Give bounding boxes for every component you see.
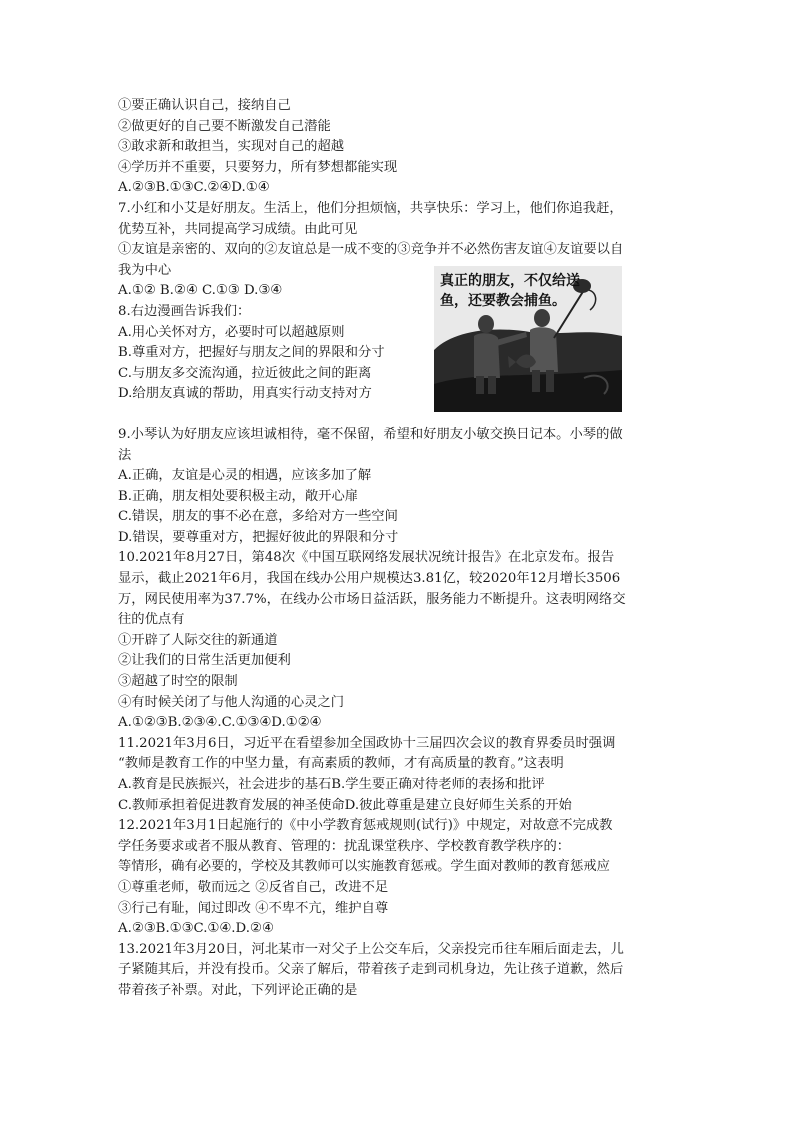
text-line: A.①② B.②④ C.①③ D.③④: [118, 283, 283, 299]
text-line: 我为中心: [118, 262, 172, 278]
text-line: 带着孩子补票。对此，下列评论正确的是: [118, 982, 358, 998]
text-line: A.②③B.①③C.②④D.①④: [118, 180, 270, 196]
text-line: A.教育是民族振兴，社会进步的基石B.学生要正确对待老师的表扬和批评: [118, 777, 545, 792]
text-line: D.错误，要尊重对方，把握好彼此的界限和分寸: [118, 529, 399, 545]
text-line: 往的优点有: [118, 612, 185, 628]
text-line: C.错误，朋友的事不必在意，多给对方一些空间: [118, 509, 398, 525]
text-line: D.给朋友真诚的帮助，用真实行动支持对方: [118, 386, 372, 402]
text-line: ④学历并不重要，只要努力，所有梦想都能实现: [118, 159, 398, 175]
text-line: ②让我们的日常生活更加便利: [118, 653, 291, 669]
text-line: A.用心关怀对方，必要时可以超越原则: [118, 324, 345, 340]
text-line: 子紧随其后，并没有投币。父亲了解后，带着孩子走到司机身边，先让孩子道歉，然后: [118, 962, 624, 978]
text-line: ②做更好的自己要不断激发自己潜能: [118, 118, 331, 134]
text-line: ③超越了时空的限制: [118, 674, 238, 690]
text-line: 12.2021年3月1日起施行的《中小学教育惩戒规则(试行)》中规定，对故意不完成教: [118, 818, 613, 834]
questions-9-to-13: [118, 425, 678, 1002]
text-line: “教师是教育工作的中坚力量，有高素质的教师，才有高质量的教育。”这表明: [118, 756, 564, 772]
text-line: ①开辟了人际交往的新通道: [118, 632, 278, 648]
question-text: [118, 96, 678, 1002]
text-line: 11.2021年3月6日，习近平在看望参加全国政协十三届四次会议的教育界委员时强调: [118, 735, 616, 751]
text-line: B.尊重对方，把握好与朋友之间的界限和分寸: [118, 345, 385, 361]
text-line: 8.右边漫画告诉我们：: [118, 303, 251, 319]
text-line: ①友谊是亲密的、双向的②友谊总是一成不变的③竞争并不必然伤害友谊④友谊要以自: [118, 242, 624, 258]
text-line: ①要正确认识自己，接纳自己: [118, 98, 291, 113]
text-line: ④有时候关闭了与他人沟通的心灵之门: [118, 694, 345, 710]
text-line: A.①②③B.②③④.C.①③④D.①②④: [118, 715, 322, 731]
cartoon-caption-line-2: 鱼，还要教会捕鱼。: [440, 293, 566, 309]
friendship-cartoon: [434, 266, 622, 412]
text-line: A.正确，友谊是心灵的相遇，应该多加了解: [118, 468, 372, 484]
text-line: 显示，截止2021年6月，我国在线办公用户规模达3.81亿，较2020年12月增长3506: [118, 571, 621, 587]
text-line: A.②③B.①③C.①④.D.②④: [118, 921, 274, 937]
text-line: 万，网民使用率为37.7%，在线办公市场日益活跃，服务能力不断提升。这表明网络交: [118, 591, 626, 607]
text-line: B.正确，朋友相处要积极主动，敞开心扉: [118, 488, 359, 504]
text-line: ①尊重老师，敬而远之 ②反省自己，改进不足: [118, 879, 389, 895]
text-line: 学任务要求或者不服从教育、管理的：扰乱课堂秩序、学校教育教学秩序的：: [118, 838, 571, 854]
cartoon-caption-line-1: 真正的朋友，不仅给送: [440, 273, 580, 289]
text-line: ③行己有耻，闻过即改 ④不卑不亢，维护自尊: [118, 900, 389, 916]
text-line: 7.小红和小艾是好朋友。生活上，他们分担烦恼，共享快乐：学习上，他们你追我赶，: [118, 200, 623, 216]
text-line: 9.小琴认为好朋友应该坦诚相待，毫不保留，希望和好朋友小敏交换日记本。小琴的做: [118, 426, 623, 442]
text-line: ③敢求新和敢担当，实现对自己的超越: [118, 139, 345, 155]
text-line: 10.2021年8月27日，第48次《中国互联网络发展状况统计报告》在北京发布。报告: [118, 550, 615, 566]
text-line: 13.2021年3月20日，河北某市一对父子上公交车后，父亲投完币往车厢后面走去，儿: [118, 941, 624, 957]
text-line: 等情形，确有必要的，学校及其教师可以实施教育惩戒。学生面对教师的教育惩戒应: [118, 859, 610, 875]
text-line: C.教师承担着促进教育发展的神圣使命D.彼此尊重是建立良好师生关系的开始: [118, 797, 572, 813]
text-line: 法: [118, 447, 132, 463]
text-line: 优势互补，共同提高学习成绩。由此可见: [118, 221, 358, 237]
text-line: C.与朋友多交流沟通，拉近彼此之间的距离: [118, 365, 372, 381]
